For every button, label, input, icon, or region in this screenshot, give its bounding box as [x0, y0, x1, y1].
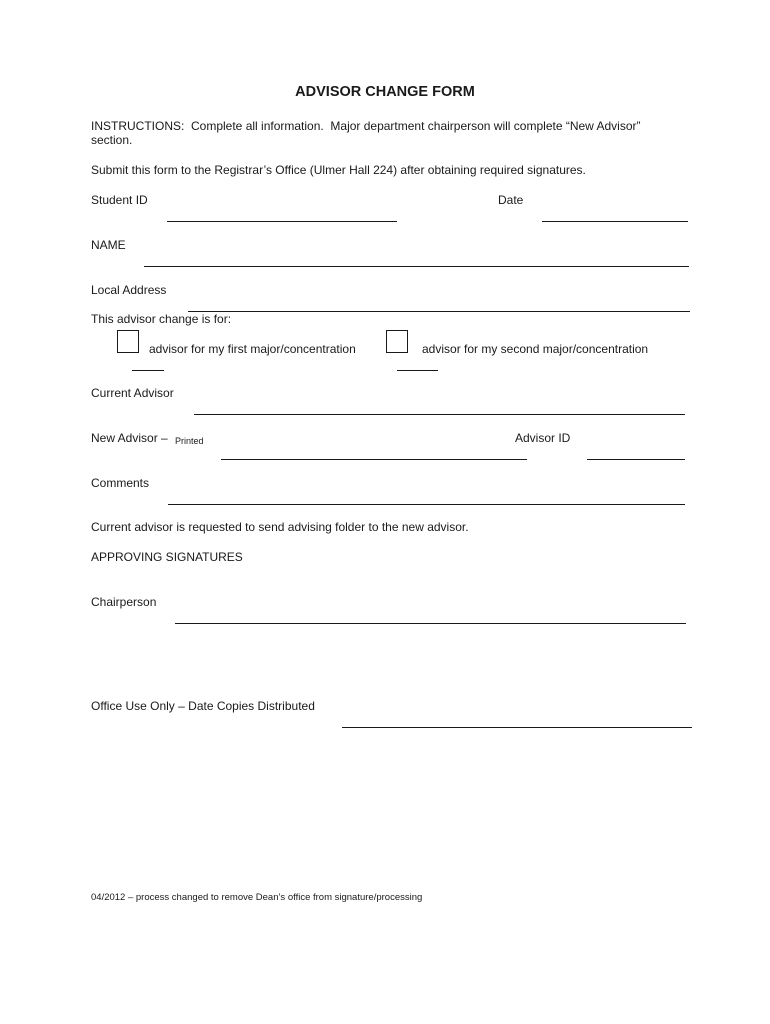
new-advisor-line[interactable] [221, 445, 527, 460]
first-major-checkbox[interactable] [117, 330, 139, 353]
new-advisor-label: New Advisor – [91, 431, 168, 445]
office-use-label: Office Use Only – Date Copies Distributed [91, 699, 315, 713]
option-second-label: advisor for my second major/concentration [422, 342, 649, 356]
current-advisor-label: Current Advisor [91, 386, 174, 400]
name-label: NAME [91, 238, 126, 252]
second-major-checkbox[interactable] [386, 330, 408, 353]
footer-revision-note: 04/2012 – process changed to remove Dean’s office from signature/processing [91, 892, 423, 903]
instructions-text-continued: section. [91, 133, 133, 147]
submit-note: Submit this form to the Registrar’s Office (Ulmer Hall 224) after obtaining required signatures. [91, 163, 586, 177]
advisor-id-label: Advisor ID [515, 431, 571, 445]
approving-signatures-heading: APPROVING SIGNATURES [91, 550, 243, 564]
local-address-field[interactable] [175, 283, 690, 327]
local-address-label: Local Address [91, 283, 167, 297]
folder-note: Current advisor is requested to send advising folder to the new advisor. [91, 520, 469, 534]
instructions-text: INSTRUCTIONS: Complete all information. Major department chairperson will complete “New Advisor” [91, 119, 641, 133]
option-first-label: advisor for my first major/concentration [149, 342, 356, 356]
name-field[interactable] [131, 238, 689, 282]
change-for-label: This advisor change is for: [91, 312, 232, 326]
chairperson-signature-field[interactable] [162, 595, 686, 639]
comments-label: Comments [91, 476, 150, 490]
current-advisor-line[interactable] [194, 400, 685, 415]
current-advisor-field[interactable] [181, 386, 685, 430]
date-field[interactable] [529, 193, 688, 237]
office-use-line[interactable] [342, 713, 692, 728]
comments-field[interactable] [155, 476, 685, 520]
student-id-label: Student ID [91, 193, 148, 207]
office-use-field[interactable] [329, 699, 692, 743]
local-address-line[interactable] [188, 297, 690, 312]
date-label: Date [498, 193, 524, 207]
new-advisor-printed-label: Printed [175, 436, 204, 446]
date-line[interactable] [542, 207, 688, 222]
advisor-id-field[interactable] [574, 431, 685, 475]
new-advisor-field[interactable] [208, 431, 527, 475]
form-title: ADVISOR CHANGE FORM [295, 84, 475, 100]
chairperson-signature-line[interactable] [175, 609, 686, 624]
student-id-field[interactable] [154, 193, 397, 237]
chairperson-label: Chairperson [91, 595, 157, 609]
student-id-line[interactable] [167, 207, 397, 222]
name-line[interactable] [144, 252, 689, 267]
comments-line[interactable] [168, 490, 685, 505]
advisor-id-line[interactable] [587, 445, 685, 460]
